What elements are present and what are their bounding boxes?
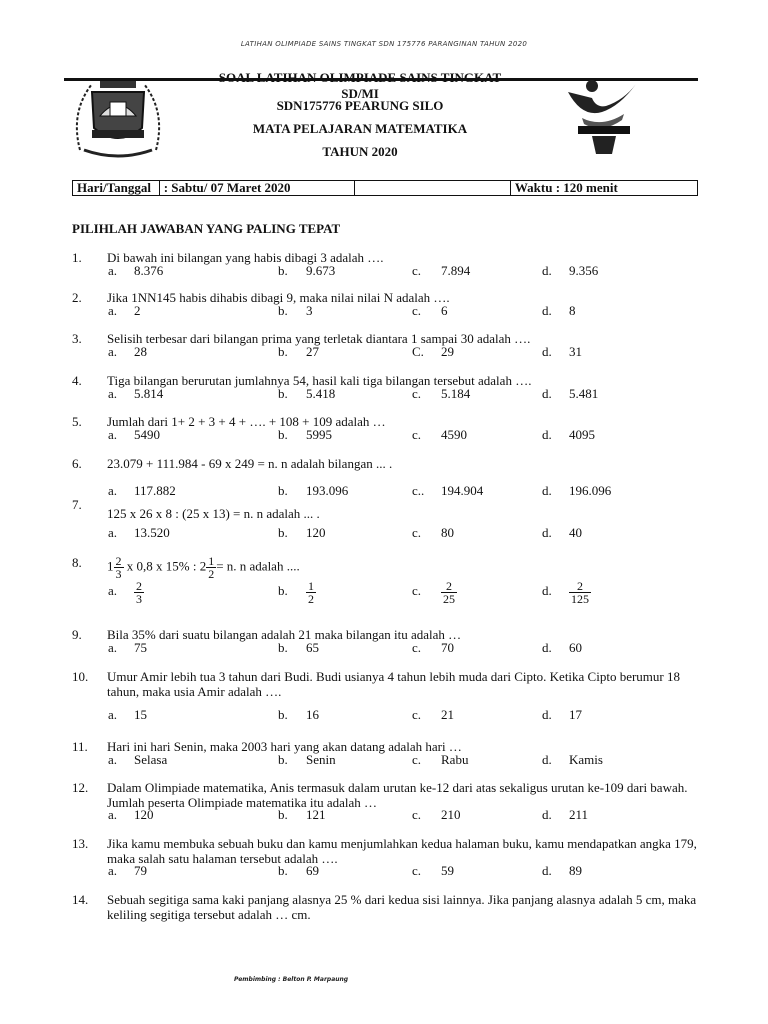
question-text: Bila 35% dari suatu bilangan adalah 21 maka bilangan itu adalah … — [107, 627, 462, 642]
option-value: 117.882 — [134, 483, 176, 498]
option-letter: d. — [542, 483, 552, 498]
title-line-1: SOAL LATIHAN OLIMPIADE SAINS TINGKAT — [218, 70, 502, 85]
option-letter: a. — [108, 386, 118, 401]
option-letter: d. — [542, 807, 552, 822]
option-letter: c. — [412, 707, 422, 722]
question-number: 1. — [72, 250, 82, 265]
question-text: 125 x 26 x 8 : (25 x 13) = n. n adalah ... . — [107, 506, 320, 521]
option-letter: c. — [412, 583, 422, 598]
option-fraction-numerator: 2 — [441, 580, 457, 593]
olympiad-logo-icon — [562, 78, 644, 156]
option-value: 3 — [306, 303, 313, 318]
option-value: 69 — [306, 863, 319, 878]
option-letter: b. — [278, 263, 288, 278]
option-letter: a. — [108, 640, 118, 655]
question-number: 5. — [72, 414, 82, 429]
option-letter: d. — [542, 303, 552, 318]
option-letter: d. — [542, 707, 552, 722]
question-text: 1 $\frac{2}{3}$ x 0,8 x 15% : 2 $\frac{1}{2}$ = n. n adalah .... — [107, 554, 300, 581]
option-letter: a. — [108, 483, 118, 498]
option-value: 194.904 — [441, 483, 484, 498]
option-letter: a. — [108, 807, 118, 822]
question-number: 8. — [72, 555, 82, 570]
question-number: 4. — [72, 373, 82, 388]
option-value: 17 — [569, 707, 582, 722]
question-text: Jika kamu membuka sebuah buku dan kamu menjumlahkan kedua halaman buku, kamu mendapatkan angka 179, maka salah satu halaman tersebut adalah …. — [107, 836, 697, 866]
question-number: 14. — [72, 892, 89, 907]
top-note: LATIHAN OLIMPIADE SAINS TINGKAT SDN 175776 PARANGINAN TAHUN 2020 — [240, 40, 528, 48]
option-value: 79 — [134, 863, 147, 878]
title-line-2: SD/MI — [341, 86, 379, 101]
option-value: 27 — [306, 344, 319, 359]
question-text: Jika 1NN145 habis dihabis dibagi 9, maka nilai nilai N adalah …. — [107, 290, 450, 305]
option-letter: d. — [542, 640, 552, 655]
option-value: 29 — [441, 344, 454, 359]
option-letter: b. — [278, 386, 288, 401]
option-value: 120 — [306, 525, 326, 540]
option-value: 211 — [569, 807, 589, 822]
title-line-3: SDN175776 PEARUNG SILO — [276, 98, 444, 113]
option-letter: b. — [278, 640, 288, 655]
question-text: Di bawah ini bilangan yang habis dibagi 3 adalah …. — [107, 250, 384, 265]
option-letter: c. — [412, 807, 422, 822]
school-emblem-icon — [70, 72, 166, 158]
option-fraction-denominator: 125 — [571, 592, 589, 606]
option-letter: b. — [278, 807, 288, 822]
option-fraction-numerator: 2 — [569, 580, 591, 593]
option-letter: d. — [542, 427, 552, 442]
option-value: 9.356 — [569, 263, 599, 278]
option-letter: a. — [108, 263, 118, 278]
question-text: Umur Amir lebih tua 3 tahun dari Budi. Budi usianya 4 tahun lebih muda dari Cipto. Ketika Cipto berumur 18 tahun, maka usia Amir adalah …. — [107, 669, 680, 699]
option-value: 75 — [134, 640, 147, 655]
option-value: 9.673 — [306, 263, 336, 278]
option-letter: d. — [542, 863, 552, 878]
question-number: 3. — [72, 331, 82, 346]
option-value — [441, 580, 457, 605]
option-letter: a. — [108, 303, 118, 318]
option-fraction-denominator: 2 — [308, 592, 314, 606]
option-letter: c. — [412, 640, 422, 655]
mixed-fraction-denominator: 2 — [208, 567, 215, 581]
question-text: Tiga bilangan berurutan jumlahnya 54, hasil kali tiga bilangan tersebut adalah …. — [107, 373, 532, 388]
option-value: 15 — [134, 707, 147, 722]
day-value: : Sabtu/ 07 Maret 2020 — [159, 181, 354, 196]
option-value: 40 — [569, 525, 582, 540]
option-letter: d. — [542, 263, 552, 278]
day-label: Hari/Tanggal — [73, 181, 160, 196]
option-letter: a. — [108, 752, 118, 767]
option-fraction — [569, 580, 591, 605]
option-value — [306, 580, 316, 605]
option-letter: b. — [278, 344, 288, 359]
duration: Waktu : 120 menit — [510, 181, 697, 196]
option-letter: a. — [108, 583, 118, 598]
question-number: 2. — [72, 290, 82, 305]
option-letter: b. — [278, 752, 288, 767]
option-value: 5.184 — [441, 386, 471, 401]
option-value: 4095 — [569, 427, 595, 442]
blank-cell — [355, 181, 511, 196]
option-value: 59 — [441, 863, 454, 878]
option-letter: b. — [278, 483, 288, 498]
option-fraction — [306, 580, 316, 605]
option-value: Senin — [306, 752, 336, 767]
option-value: 7.894 — [441, 263, 471, 278]
option-value: 13.520 — [134, 525, 170, 540]
question-text: Dalam Olimpiade matematika, Anis termasuk dalam urutan ke-12 dari atas sekaligus urutan ke-109 dari bawah. Jumlah peserta Olimpiade matematika itu adalah … — [107, 780, 688, 810]
option-fraction-denominator: 25 — [443, 592, 455, 606]
question-number: 11. — [72, 739, 88, 754]
mixed-fraction-numerator: 1 — [208, 554, 215, 568]
option-letter: b. — [278, 863, 288, 878]
info-table — [72, 180, 698, 196]
option-value: 21 — [441, 707, 454, 722]
option-letter: c. — [412, 525, 422, 540]
option-value: 5.418 — [306, 386, 336, 401]
option-value: 28 — [134, 344, 147, 359]
option-fraction-numerator: 2 — [136, 579, 142, 593]
section-title: PILIHLAH JAWABAN YANG PALING TEPAT — [72, 221, 341, 236]
option-fraction-numerator: 1 — [308, 579, 314, 593]
question-number: 12. — [72, 780, 89, 795]
option-letter: c. — [412, 752, 422, 767]
question-text: Hari ini hari Senin, maka 2003 hari yang akan datang adalah hari … — [107, 739, 462, 754]
option-letter: a. — [108, 707, 118, 722]
option-value: 5995 — [306, 427, 332, 442]
option-letter: c. — [412, 263, 422, 278]
option-letter: a. — [108, 427, 118, 442]
title-line-5: TAHUN 2020 — [322, 144, 398, 159]
option-value: 8.376 — [134, 263, 164, 278]
question-number: 6. — [72, 456, 82, 471]
option-value: 89 — [569, 863, 582, 878]
option-fraction-denominator: 3 — [136, 592, 142, 606]
option-letter: C. — [412, 344, 424, 359]
question-number: 10. — [72, 669, 89, 684]
option-fraction — [134, 580, 144, 605]
question-text: Selisih terbesar dari bilangan prima yang terletak diantara 1 sampai 30 adalah …. — [107, 331, 531, 346]
option-letter: b. — [278, 583, 288, 598]
option-value: 5.814 — [134, 386, 164, 401]
option-value: 193.096 — [306, 483, 349, 498]
option-letter: b. — [278, 303, 288, 318]
option-letter: b. — [278, 525, 288, 540]
option-value — [569, 580, 591, 605]
footer: Pembimbing : Belton P. Marpaung — [234, 976, 349, 983]
option-value: 210 — [441, 807, 461, 822]
option-value: 65 — [306, 640, 319, 655]
question-number: 7. — [72, 497, 82, 512]
option-letter: d. — [542, 525, 552, 540]
title-line-4: MATA PELAJARAN MATEMATIKA — [252, 121, 468, 136]
mixed-fraction — [114, 555, 124, 580]
option-value: 121 — [306, 807, 326, 822]
option-value: 60 — [569, 640, 582, 655]
option-value — [134, 580, 144, 605]
option-letter: b. — [278, 427, 288, 442]
question-number: 9. — [72, 627, 82, 642]
option-letter: a. — [108, 344, 118, 359]
option-letter: d. — [542, 583, 552, 598]
mixed-fraction — [206, 555, 216, 580]
option-value: 5490 — [134, 427, 160, 442]
question-number: 13. — [72, 836, 89, 851]
option-value: 2 — [134, 303, 141, 318]
option-letter: c.. — [412, 483, 425, 498]
option-value: 80 — [441, 525, 454, 540]
option-letter: d. — [542, 386, 552, 401]
option-value: 5.481 — [569, 386, 599, 401]
option-letter: c. — [412, 427, 422, 442]
option-letter: c. — [412, 863, 422, 878]
option-value: 196.096 — [569, 483, 612, 498]
option-letter: d. — [542, 752, 552, 767]
question-text: 23.079 + 111.984 - 69 x 249 = n. n adalah bilangan ... . — [107, 456, 393, 471]
question-text: Sebuah segitiga sama kaki panjang alasnya 25 % dari kedua sisi lainnya. Jika panjang alasnya adalah 5 cm, maka keliling segitiga tersebut adalah … cm. — [107, 892, 697, 922]
option-letter: d. — [542, 344, 552, 359]
option-letter: a. — [108, 525, 118, 540]
option-value: 4590 — [441, 427, 467, 442]
option-value: 120 — [134, 807, 154, 822]
option-value: 70 — [441, 640, 454, 655]
option-value: 16 — [306, 707, 319, 722]
option-value: 31 — [569, 344, 582, 359]
option-value: 6 — [441, 303, 448, 318]
option-value: 8 — [569, 303, 576, 318]
option-letter: b. — [278, 707, 288, 722]
mixed-fraction-numerator: 2 — [115, 554, 122, 568]
option-letter: c. — [412, 303, 422, 318]
question-text: Jumlah dari 1+ 2 + 3 + 4 + …. + 108 + 109 adalah … — [107, 414, 386, 429]
option-value: Rabu — [441, 752, 469, 767]
option-letter: a. — [108, 863, 118, 878]
option-fraction — [441, 580, 457, 605]
option-letter: c. — [412, 386, 422, 401]
mixed-fraction-denominator: 3 — [115, 567, 122, 581]
option-value: Selasa — [134, 752, 168, 767]
option-value: Kamis — [569, 752, 603, 767]
